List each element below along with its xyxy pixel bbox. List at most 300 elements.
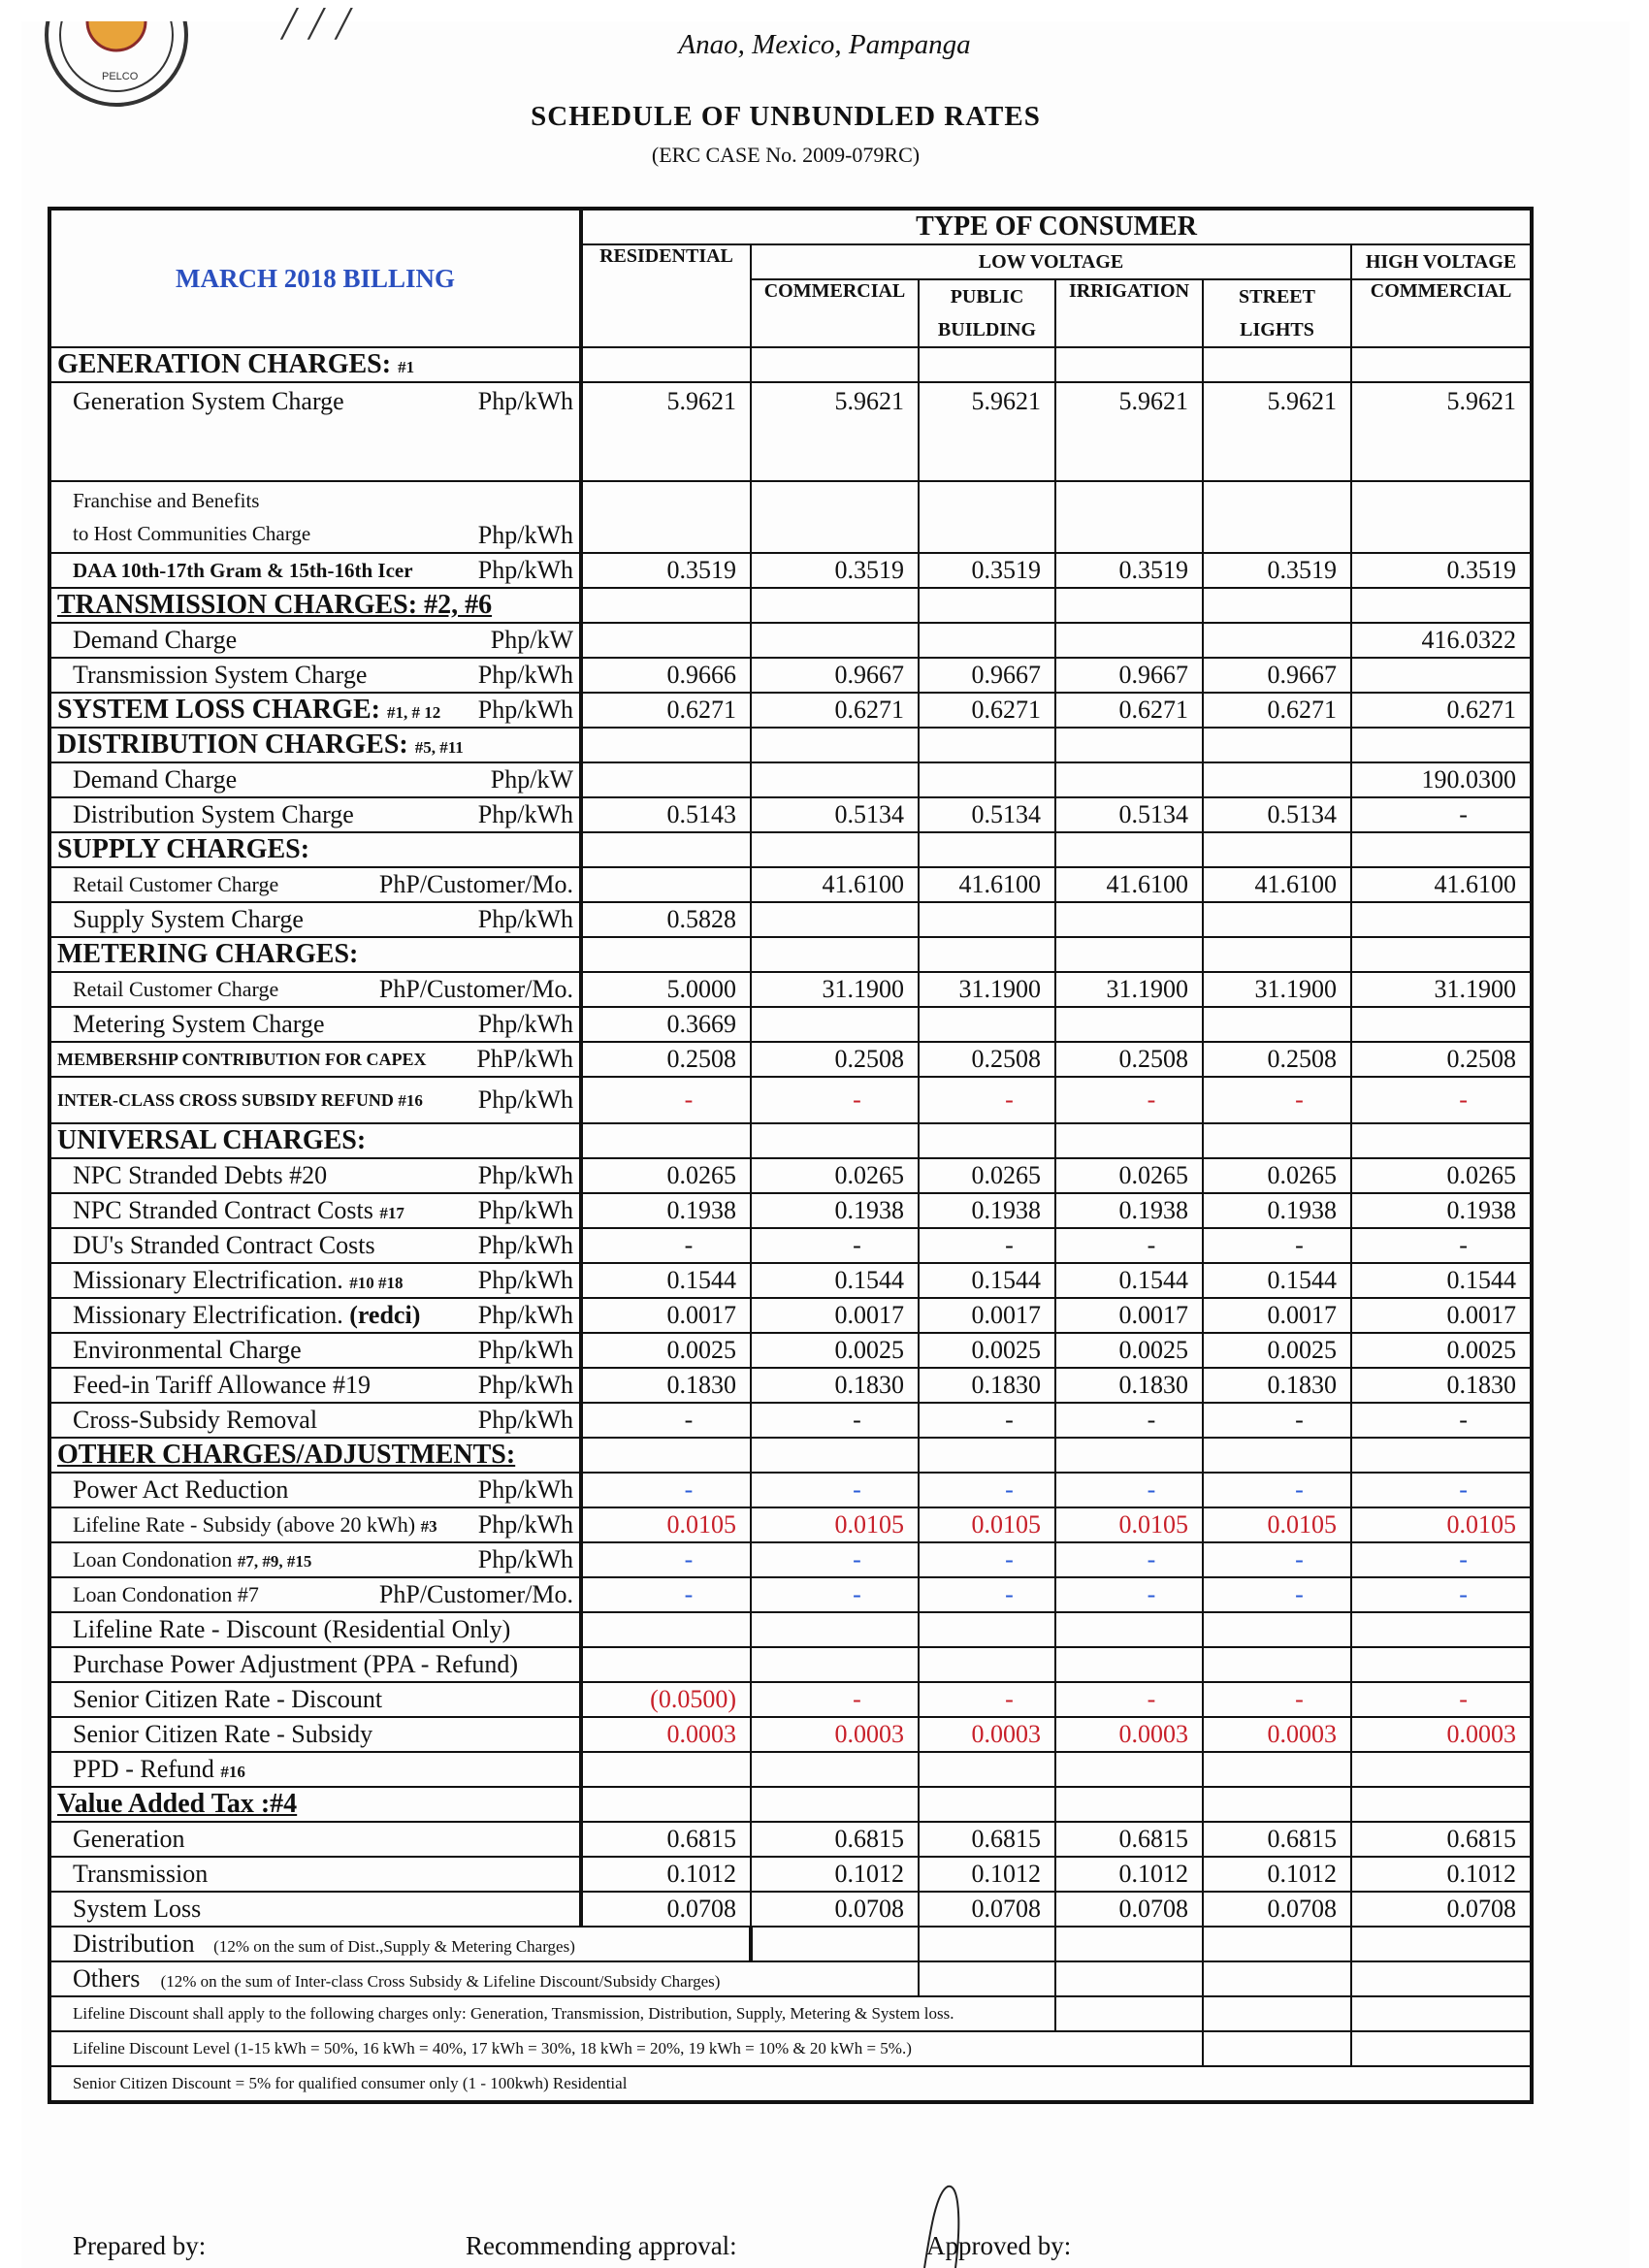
row-label: Retail Customer Charge PhP/Customer/Mo. (49, 867, 581, 902)
rate-cell (1351, 1787, 1532, 1822)
rate-cell (1055, 588, 1203, 623)
rate-value: - (581, 1228, 751, 1263)
rate-value (1351, 481, 1532, 553)
rate-value: 0.1938 (1203, 1193, 1351, 1228)
rate-value: 0.1544 (1203, 1263, 1351, 1298)
col-public-building: PUBLIC (919, 279, 1055, 313)
rate-value (581, 1647, 751, 1682)
rate-value: 0.3519 (751, 553, 919, 588)
col-irrigation: IRRIGATION (1055, 279, 1203, 347)
rate-value: 0.0708 (1351, 1892, 1532, 1927)
rate-cell (751, 937, 919, 972)
rate-value: 0.1544 (1055, 1263, 1203, 1298)
rate-cell (1203, 832, 1351, 867)
rate-value (751, 623, 919, 658)
rate-value: 0.9667 (751, 658, 919, 693)
rate-value: 0.5143 (581, 797, 751, 832)
row-label: System Loss (49, 1892, 581, 1927)
rate-value: 0.0265 (581, 1158, 751, 1193)
rate-value (919, 1007, 1055, 1042)
rate-value: - (1351, 1577, 1532, 1612)
rate-cell (751, 832, 919, 867)
row-label: SUPPLY CHARGES: (49, 832, 581, 867)
rate-value (1203, 902, 1351, 937)
rate-value: - (751, 1682, 919, 1717)
rate-cell (919, 832, 1055, 867)
row-label: Purchase Power Adjustment (PPA - Refund) (49, 1647, 581, 1682)
rate-cell (581, 832, 751, 867)
rate-row (49, 347, 1532, 382)
rate-value: - (751, 1077, 919, 1123)
rate-cell (1203, 1787, 1351, 1822)
rate-cell (919, 347, 1055, 382)
rate-value: 0.0003 (1351, 1717, 1532, 1752)
rate-value: 31.1900 (751, 972, 919, 1007)
rate-value: 0.0105 (1203, 1507, 1351, 1542)
rate-value (1203, 1647, 1351, 1682)
rate-value: 0.6815 (751, 1822, 919, 1857)
cooperative-address: Anao, Mexico, Pampanga (678, 29, 971, 60)
row-label: MEMBERSHIP CONTRIBUTION FOR CAPEX PhP/kWh (49, 1042, 581, 1077)
row-label: Missionary Electrification. #10 #18 Php/kWh (49, 1263, 581, 1298)
rate-row (49, 1647, 1532, 1682)
rate-value: 41.6100 (1203, 867, 1351, 902)
rate-value: 0.0003 (751, 1717, 919, 1752)
rate-row (49, 1752, 1532, 1787)
row-label: Feed-in Tariff Allowance #19 Php/kWh (49, 1368, 581, 1403)
rate-value (1055, 1752, 1203, 1787)
rate-value: - (1203, 1077, 1351, 1123)
row-label: Loan Condonation #7, #9, #15 Php/kWh (49, 1542, 581, 1577)
rate-cell (1351, 1123, 1532, 1158)
rate-cell (1351, 347, 1532, 382)
rate-value: (0.0500) (581, 1682, 751, 1717)
rate-cell (581, 937, 751, 972)
rate-cell (581, 1438, 751, 1473)
rate-value: - (751, 1577, 919, 1612)
rate-row (49, 972, 1532, 1007)
rate-value: 0.6271 (1351, 693, 1532, 728)
rate-value: 0.1544 (751, 1263, 919, 1298)
rate-row (49, 762, 1532, 797)
row-label: TRANSMISSION CHARGES: #2, #6 (49, 588, 581, 623)
rate-row (49, 588, 1532, 623)
rate-row (49, 1228, 1532, 1263)
rate-value: 0.3519 (1351, 553, 1532, 588)
rate-value: 0.0017 (1203, 1298, 1351, 1333)
row-label: METERING CHARGES: (49, 937, 581, 972)
rate-value: 0.6271 (751, 693, 919, 728)
rate-value: - (919, 1577, 1055, 1612)
rate-value: 31.1900 (1351, 972, 1532, 1007)
row-label: Distribution System Charge Php/kWh (49, 797, 581, 832)
rate-value: 0.0105 (581, 1507, 751, 1542)
rate-cell (581, 1123, 751, 1158)
rate-value: 0.0025 (581, 1333, 751, 1368)
rate-value: 0.2508 (1351, 1042, 1532, 1077)
rate-value (751, 1612, 919, 1647)
rate-value (1055, 481, 1203, 553)
col-hv-commercial: COMMERCIAL (1351, 279, 1532, 347)
rate-row (49, 1577, 1532, 1612)
rate-value: 0.1012 (1203, 1857, 1351, 1892)
rate-value (1351, 1007, 1532, 1042)
rate-value: 0.0017 (1055, 1298, 1203, 1333)
rate-value: 0.1830 (1203, 1368, 1351, 1403)
row-label: SYSTEM LOSS CHARGE: #1, # 12 Php/kWh (49, 693, 581, 728)
rate-value (919, 762, 1055, 797)
rate-value: 0.9666 (581, 658, 751, 693)
rate-cell (751, 588, 919, 623)
rate-value (1351, 1612, 1532, 1647)
rate-value: 0.1544 (1351, 1263, 1532, 1298)
rate-row (49, 1507, 1532, 1542)
rate-row (49, 902, 1532, 937)
rate-value: - (1351, 1542, 1532, 1577)
row-label: Loan Condonation #7 PhP/Customer/Mo. (49, 1577, 581, 1612)
rate-value: 0.1012 (919, 1857, 1055, 1892)
rate-cell (919, 1123, 1055, 1158)
rate-value: 0.1938 (1055, 1193, 1203, 1228)
rate-row (49, 1298, 1532, 1333)
row-label: NPC Stranded Debts #20 Php/kWh (49, 1158, 581, 1193)
rate-value: 0.5134 (919, 797, 1055, 832)
rate-row (49, 1158, 1532, 1193)
rate-cell (919, 588, 1055, 623)
rate-cell (581, 1787, 751, 1822)
rate-row (49, 553, 1532, 588)
rate-value (581, 623, 751, 658)
row-label: Demand Charge Php/kW (49, 762, 581, 797)
rate-value: 0.1938 (581, 1193, 751, 1228)
rate-cell (1203, 347, 1351, 382)
rate-value: 0.3669 (581, 1007, 751, 1042)
recommending-approval-label: Recommending approval: (466, 2231, 737, 2260)
rate-value: 31.1900 (1203, 972, 1351, 1007)
rate-value: 0.3519 (1055, 553, 1203, 588)
rate-value (1203, 762, 1351, 797)
row-label: PPD - Refund #16 (49, 1752, 581, 1787)
row-label: OTHER CHARGES/ADJUSTMENTS: (49, 1438, 581, 1473)
rate-value (919, 623, 1055, 658)
rate-value: - (751, 1473, 919, 1507)
row-label: Metering System Charge Php/kWh (49, 1007, 581, 1042)
rate-value: 0.0017 (751, 1298, 919, 1333)
rate-value: 0.6815 (1055, 1822, 1203, 1857)
row-label: Franchise and Benefits to Host Communities Charge Php/kWh (49, 481, 581, 553)
rate-value: 0.1830 (919, 1368, 1055, 1403)
rate-value: 41.6100 (919, 867, 1055, 902)
rate-value: 5.9621 (919, 382, 1055, 481)
rate-row (49, 867, 1532, 902)
page-title: SCHEDULE OF UNBUNDLED RATES (531, 101, 1041, 132)
row-label: Cross-Subsidy Removal Php/kWh (49, 1403, 581, 1438)
rate-value: - (1351, 797, 1532, 832)
rate-value: - (1203, 1682, 1351, 1717)
col-street-lights: STREET (1203, 279, 1351, 313)
type-of-consumer-header: TYPE OF CONSUMER (581, 209, 1532, 244)
rate-value (581, 1612, 751, 1647)
rate-row (49, 1333, 1532, 1368)
rate-value: 41.6100 (751, 867, 919, 902)
rate-value: 0.0265 (1203, 1158, 1351, 1193)
rate-row (49, 1007, 1532, 1042)
col-low-voltage: LOW VOLTAGE (751, 244, 1351, 279)
rate-value: 0.0265 (1055, 1158, 1203, 1193)
rate-row (49, 1717, 1532, 1752)
rate-value: 0.0105 (1055, 1507, 1203, 1542)
rate-value: - (1055, 1542, 1203, 1577)
prepared-by-label: Prepared by: (73, 2231, 207, 2260)
rate-row (49, 1822, 1532, 1857)
rate-value: 0.0003 (1055, 1717, 1203, 1752)
rate-value (751, 1647, 919, 1682)
col-street-lights-2: LIGHTS (1203, 313, 1351, 347)
rate-cell (1055, 832, 1203, 867)
rate-cell (1351, 937, 1532, 972)
rate-row (49, 382, 1532, 481)
rate-value: 0.0708 (919, 1892, 1055, 1927)
rate-value: - (1055, 1577, 1203, 1612)
rate-value: - (919, 1077, 1055, 1123)
rate-value: 41.6100 (1055, 867, 1203, 902)
rate-value: 0.0025 (919, 1333, 1055, 1368)
rate-row (49, 1042, 1532, 1077)
rate-cell (751, 347, 919, 382)
rate-value: 0.0105 (919, 1507, 1055, 1542)
rate-value: 0.0025 (1055, 1333, 1203, 1368)
rate-value: 0.0265 (919, 1158, 1055, 1193)
rate-cell (751, 1787, 919, 1822)
rate-row (49, 1368, 1532, 1403)
rate-cell (919, 937, 1055, 972)
rate-value (581, 867, 751, 902)
rate-value: 0.0265 (1351, 1158, 1532, 1193)
rate-cell (1203, 1123, 1351, 1158)
rate-value: 0.5134 (1203, 797, 1351, 832)
rate-cell (1203, 728, 1351, 762)
rate-row (49, 1438, 1532, 1473)
rate-value: 0.0708 (1203, 1892, 1351, 1927)
row-label: Transmission System Charge Php/kWh (49, 658, 581, 693)
rate-value (1055, 623, 1203, 658)
rate-value: 0.1938 (919, 1193, 1055, 1228)
rate-value: - (919, 1542, 1055, 1577)
rate-cell (581, 588, 751, 623)
rate-value: 0.3519 (919, 553, 1055, 588)
rate-cell (1055, 728, 1203, 762)
row-label: GENERATION CHARGES: #1 (49, 347, 581, 382)
rate-value (751, 1752, 919, 1787)
rate-value: 0.0025 (751, 1333, 919, 1368)
rate-value: 0.1830 (1351, 1368, 1532, 1403)
rate-value: 0.6271 (1055, 693, 1203, 728)
rate-value (919, 1647, 1055, 1682)
rate-value: 0.1938 (1351, 1193, 1532, 1228)
rate-value: - (1203, 1403, 1351, 1438)
rate-value: - (751, 1228, 919, 1263)
rate-cell (1203, 1438, 1351, 1473)
rate-value: - (1351, 1077, 1532, 1123)
rate-value: 0.6815 (1203, 1822, 1351, 1857)
rate-value: 0.0025 (1203, 1333, 1351, 1368)
rate-value: 190.0300 (1351, 762, 1532, 797)
rate-value: 0.6815 (919, 1822, 1055, 1857)
rate-value: 0.6815 (581, 1822, 751, 1857)
rate-value: - (1351, 1228, 1532, 1263)
rate-cell (1351, 728, 1532, 762)
rate-value: - (751, 1542, 919, 1577)
rate-value (1055, 902, 1203, 937)
rate-row (49, 1077, 1532, 1123)
row-label: Senior Citizen Rate - Discount (49, 1682, 581, 1717)
row-label: Generation (49, 1822, 581, 1857)
col-high-voltage: HIGH VOLTAGE (1351, 244, 1532, 279)
col-residential: RESIDENTIAL (581, 244, 751, 347)
row-label: Lifeline Rate - Discount (Residential Only) (49, 1612, 581, 1647)
billing-period: MARCH 2018 BILLING (49, 209, 581, 347)
rate-value: 0.0708 (1055, 1892, 1203, 1927)
row-label: DU's Stranded Contract Costs Php/kWh (49, 1228, 581, 1263)
rate-value: 0.3519 (581, 553, 751, 588)
rate-row (49, 1473, 1532, 1507)
rate-value: - (919, 1682, 1055, 1717)
unbundled-rates-table (48, 207, 1534, 2104)
rate-value: 0.0003 (1203, 1717, 1351, 1752)
rate-value: 5.9621 (1203, 382, 1351, 481)
rate-value (751, 481, 919, 553)
row-label: DAA 10th-17th Gram & 15th-16th Icer Php/kWh (49, 553, 581, 588)
rate-row (49, 728, 1532, 762)
rate-value: - (581, 1473, 751, 1507)
rate-value: 0.0265 (751, 1158, 919, 1193)
rate-value: 31.1900 (1055, 972, 1203, 1007)
rate-value (751, 1007, 919, 1042)
row-label: Generation System Charge Php/kWh (49, 382, 581, 481)
rate-value (581, 762, 751, 797)
rate-row (49, 1542, 1532, 1577)
rate-cell (1055, 347, 1203, 382)
rate-value: 0.5828 (581, 902, 751, 937)
rate-value: - (1351, 1473, 1532, 1507)
rate-row (49, 1892, 1532, 1927)
rate-value: - (919, 1228, 1055, 1263)
row-label: Supply System Charge Php/kWh (49, 902, 581, 937)
rate-value: 0.6271 (581, 693, 751, 728)
rate-value: 0.9667 (919, 658, 1055, 693)
rate-value: 0.0003 (581, 1717, 751, 1752)
rate-value: 5.9621 (1351, 382, 1532, 481)
rate-value (919, 1612, 1055, 1647)
rate-row (49, 1193, 1532, 1228)
rate-value: - (919, 1403, 1055, 1438)
rate-value (1351, 902, 1532, 937)
rate-value (1203, 1007, 1351, 1042)
rate-value: 0.5134 (751, 797, 919, 832)
rate-cell (751, 1438, 919, 1473)
rate-cell (919, 1787, 1055, 1822)
rate-cell (1351, 588, 1532, 623)
senior-citizen-note: Senior Citizen Discount = 5% for qualified consumer only (1 - 100kwh) Residential (49, 2066, 1532, 2102)
header-partial-name: ╱ ╱ ╱ (281, 10, 354, 40)
row-label: Value Added Tax :#4 (49, 1787, 581, 1822)
rate-value: 0.0017 (581, 1298, 751, 1333)
rate-row (49, 1682, 1532, 1717)
rate-cell (1203, 937, 1351, 972)
rate-cell (751, 728, 919, 762)
rate-value: 0.1012 (751, 1857, 919, 1892)
rate-cell (751, 1123, 919, 1158)
vat-others-row: Others (12% on the sum of Inter-class Cross Subsidy & Lifeline Discount/Subsidy Charges) (49, 1961, 919, 1996)
rate-row (49, 1787, 1532, 1822)
rate-value: 0.0105 (1351, 1507, 1532, 1542)
rate-value: 0.0708 (581, 1892, 751, 1927)
rate-value (1055, 1612, 1203, 1647)
rate-value: 0.1830 (581, 1368, 751, 1403)
approved-by-label: Approved by: (926, 2231, 1072, 2260)
erc-case-number: (ERC CASE No. 2009-079RC) (651, 143, 921, 167)
rate-value (1351, 1752, 1532, 1787)
rate-row (49, 481, 1532, 553)
rate-value: 0.6271 (1203, 693, 1351, 728)
col-public-building-2: BUILDING (919, 313, 1055, 347)
rate-cell (1055, 1787, 1203, 1822)
rate-value: 0.2508 (751, 1042, 919, 1077)
rate-value: 5.9621 (581, 382, 751, 481)
rate-value: - (1055, 1228, 1203, 1263)
row-label: Lifeline Rate - Subsidy (above 20 kWh) #3 Php/kWh (49, 1507, 581, 1542)
rate-cell (919, 728, 1055, 762)
rate-cell (581, 728, 751, 762)
rate-value (1203, 623, 1351, 658)
rate-row (49, 1123, 1532, 1158)
rate-value (1351, 1647, 1532, 1682)
rate-cell (1055, 937, 1203, 972)
rate-value: - (1203, 1577, 1351, 1612)
rate-value: 0.1012 (581, 1857, 751, 1892)
rate-row (49, 937, 1532, 972)
rate-row (49, 658, 1532, 693)
rate-row (49, 832, 1532, 867)
rate-value: - (1055, 1682, 1203, 1717)
rate-row (49, 693, 1532, 728)
rate-value: 0.2508 (919, 1042, 1055, 1077)
rate-value: 0.0017 (1351, 1298, 1532, 1333)
rate-value (581, 1752, 751, 1787)
rate-row (49, 797, 1532, 832)
rate-value: 0.0105 (751, 1507, 919, 1542)
rate-value: - (1055, 1077, 1203, 1123)
rate-cell (1055, 1438, 1203, 1473)
rate-value (1203, 481, 1351, 553)
rate-value: 31.1900 (919, 972, 1055, 1007)
lifeline-note: Lifeline Discount shall apply to the following charges only: Generation, Transmission, Distribution, Supply, Metering & System loss. (49, 1996, 1055, 2031)
rate-value (751, 902, 919, 937)
rate-value: 41.6100 (1351, 867, 1532, 902)
rate-value: 0.0708 (751, 1892, 919, 1927)
svg-text:PELCO: PELCO (102, 71, 139, 82)
rate-value: 0.1012 (1055, 1857, 1203, 1892)
rate-cell (581, 347, 751, 382)
rate-value: - (581, 1542, 751, 1577)
row-label: Demand Charge Php/kW (49, 623, 581, 658)
row-label: DISTRIBUTION CHARGES: #5, #11 (49, 728, 581, 762)
rate-value (1203, 1612, 1351, 1647)
rate-value: 5.9621 (751, 382, 919, 481)
rate-value (1203, 1752, 1351, 1787)
rate-value: 0.2508 (1203, 1042, 1351, 1077)
rate-row (49, 1612, 1532, 1647)
